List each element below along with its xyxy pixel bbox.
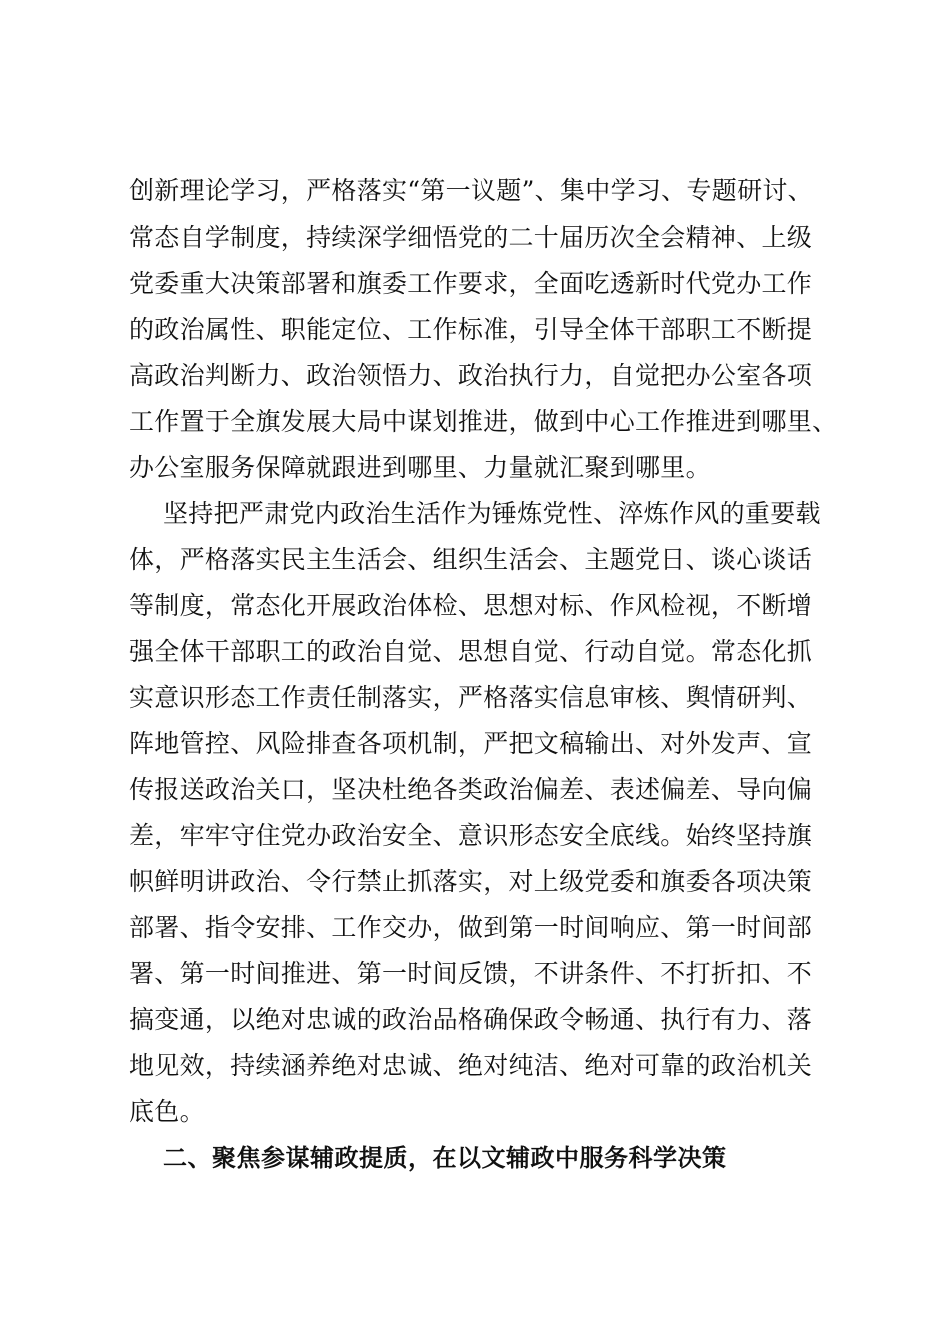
paragraph-2-line-14: 底色。 — [129, 1097, 205, 1126]
paragraph-1-line-1: 创新理论学习，严格落实“第一议题”、集中学习、专题研讨、 — [129, 176, 813, 205]
paragraph-1-line-4: 的政治属性、职能定位、工作标准，引导全体干部职工不断提 — [129, 315, 813, 344]
section-heading: 二、聚焦参谋辅政提质，在以文辅政中服务科学决策 — [163, 1144, 727, 1172]
paragraph-1-line-3: 党委重大决策部署和旗委工作要求，全面吃透新时代党办工作 — [129, 269, 813, 298]
paragraph-2-line-6: 阵地管控、风险排查各项机制，严把文稿输出、对外发声、宣 — [129, 729, 813, 758]
paragraph-2-line-13: 地见效，持续涵养绝对忠诚、绝对纯洁、绝对可靠的政治机关 — [129, 1051, 813, 1080]
paragraph-2-line-7: 传报送政治关口，坚决杜绝各类政治偏差、表述偏差、导向偏 — [129, 775, 813, 804]
paragraph-2-line-5: 实意识形态工作责任制落实，严格落实信息审核、舆情研判、 — [129, 683, 813, 712]
paragraph-2-line-2: 体，严格落实民主生活会、组织生活会、主题党日、谈心谈话 — [129, 545, 813, 574]
paragraph-2-line-10: 部署、指令安排、工作交办，做到第一时间响应、第一时间部 — [129, 913, 813, 942]
paragraph-1-line-7: 办公室服务保障就跟进到哪里、力量就汇聚到哪里。 — [129, 453, 711, 482]
paragraph-1-line-5: 高政治判断力、政治领悟力、政治执行力，自觉把办公室各项 — [129, 361, 813, 390]
paragraph-2-line-11: 署、第一时间推进、第一时间反馈，不讲条件、不打折扣、不 — [129, 959, 813, 988]
paragraph-2-line-1: 坚持把严肃党内政治生活作为锤炼党性、淬炼作风的重要载 — [163, 499, 821, 528]
paragraph-2-line-9: 帜鲜明讲政治、令行禁止抓落实，对上级党委和旗委各项决策 — [129, 867, 813, 896]
paragraph-2-line-12: 搞变通，以绝对忠诚的政治品格确保政令畅通、执行有力、落 — [129, 1005, 813, 1034]
paragraph-2-line-3: 等制度，常态化开展政治体检、思想对标、作风检视，不断增 — [129, 591, 813, 620]
paragraph-1-line-6: 工作置于全旗发展大局中谋划推进，做到中心工作推进到哪里、 — [129, 407, 838, 436]
paragraph-2-line-4: 强全体干部职工的政治自觉、思想自觉、行动自觉。常态化抓 — [129, 637, 813, 666]
paragraph-1-line-2: 常态自学制度，持续深学细悟党的二十届历次全会精神、上级 — [129, 223, 813, 252]
paragraph-2-line-8: 差，牢牢守住党办政治安全、意识形态安全底线。始终坚持旗 — [129, 821, 813, 850]
